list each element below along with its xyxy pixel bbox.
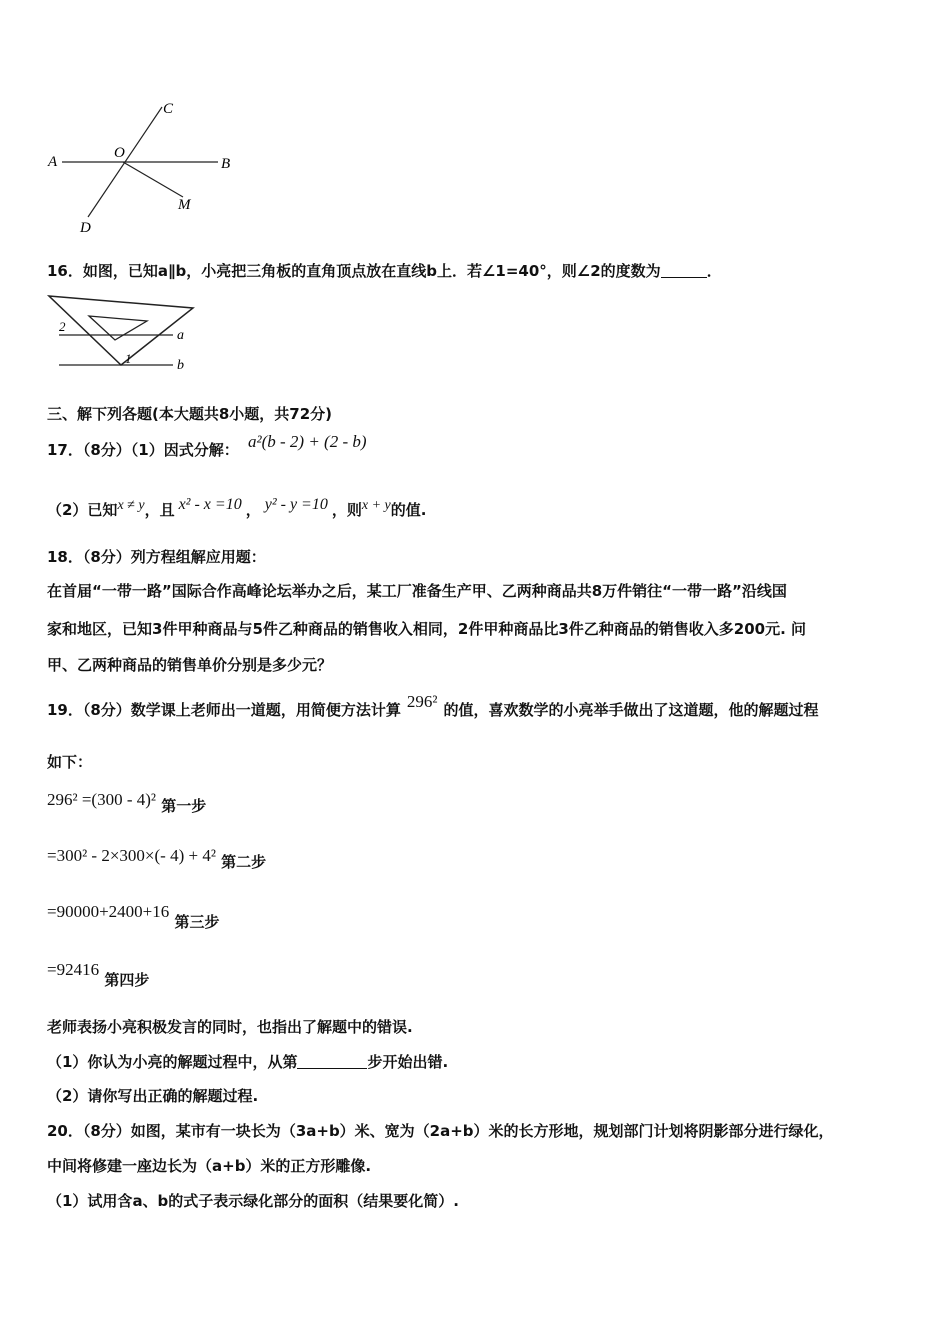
q17-expression: a²(b - 2) + (2 - b) bbox=[247, 432, 367, 451]
q19-step-3 bbox=[47, 902, 220, 931]
q19-comment: 老师表扬小亮积极发言的同时，也指出了解题中的错误. bbox=[47, 1018, 413, 1036]
q20-line-2: 中间将修建一座边长为（a+b）米的正方形雕像. bbox=[47, 1157, 372, 1175]
q20-line-1: 20．（8分）如图，某市有一块长为（3a+b）米、宽为（2a+b）米的长方形地，规划部门计划将阴影部分进行绿化， bbox=[47, 1122, 834, 1140]
label-b: B bbox=[221, 156, 231, 172]
label-angle-2: 2 bbox=[59, 319, 66, 334]
q19-step-4-expr: =92416 bbox=[47, 960, 100, 979]
q16-stem: 16．如图，已知a∥b，小亮把三角板的直角顶点放在直线b上．若∠1=40°，则∠2的度数为 bbox=[47, 262, 661, 280]
q18-title: 18．（8分）列方程组解应用题： bbox=[47, 548, 266, 566]
q19-step-3-expr: =90000+2400+16 bbox=[47, 902, 170, 921]
label-m: M bbox=[178, 197, 191, 213]
q19-step-4 bbox=[47, 960, 150, 989]
q19-step-2 bbox=[47, 846, 267, 871]
q17-part1 bbox=[47, 432, 367, 460]
label-a: A bbox=[48, 154, 58, 170]
q18-line-1: 在首届“一带一路”国际合作高峰论坛举办之后，某工厂准备生产甲、乙两种商品共8万件销往“一带一路”沿线国 bbox=[47, 582, 787, 600]
triangle-outer bbox=[49, 296, 193, 365]
q19-base-number: 296² bbox=[406, 692, 438, 711]
q19-step-1-expr: 296² =(300 - 4)² bbox=[47, 790, 157, 809]
q18-line-3: 甲、乙两种商品的销售单价分别是多少元？ bbox=[47, 656, 333, 674]
q16-text bbox=[47, 261, 722, 281]
q17-part1-prefix: 17．（8分）（1）因式分解： bbox=[47, 441, 239, 459]
q17-part2-end: 的值. bbox=[390, 501, 427, 519]
q19-answer-blank bbox=[297, 1054, 367, 1069]
label-o: O bbox=[114, 145, 125, 161]
label-d: D bbox=[80, 220, 91, 236]
q18-line-2: 家和地区，已知3件甲种商品与5件乙种商品的销售收入相同，2件甲种商品比3件乙种商品的销售收入多200元. 问 bbox=[47, 620, 806, 638]
q17-condition: x ≠ y bbox=[117, 498, 145, 513]
section-3-title: 三、解下列各题(本大题共8小题，共72分) bbox=[47, 405, 333, 423]
q19-step-4-label: 第四步 bbox=[104, 971, 150, 989]
q20-sub-1: （1）试用含a、b的式子表示绿化部分的面积（结果要化简）. bbox=[47, 1192, 459, 1210]
q19-sub-1-suffix: 步开始出错. bbox=[367, 1053, 449, 1071]
figure-angle-lines bbox=[40, 95, 250, 240]
q17-part2-then: ，则 bbox=[331, 501, 362, 519]
ray-om bbox=[123, 162, 183, 197]
figure-triangle-parallel bbox=[45, 290, 205, 375]
q16-answer-blank bbox=[661, 263, 707, 278]
q19-sub-1-prefix: （1）你认为小亮的解题过程中，从第 bbox=[47, 1053, 298, 1071]
q19-line-1 bbox=[47, 692, 819, 720]
label-line-a: a bbox=[177, 328, 184, 343]
q16-end: ． bbox=[706, 262, 722, 280]
q17-equation-1: x² - x =10 bbox=[178, 496, 242, 513]
q17-part2-prefix: （2）已知 bbox=[47, 501, 118, 519]
label-angle-1: 1 bbox=[125, 351, 132, 366]
q19-line-2: 如下： bbox=[47, 753, 93, 771]
q19-step-3-label: 第三步 bbox=[174, 913, 220, 931]
q19-sub-1 bbox=[47, 1052, 448, 1072]
q19-step-2-expr: =300² - 2×300×(- 4) + 4² bbox=[47, 846, 216, 865]
q19-prefix: 19．（8分）数学课上老师出一道题，用简便方法计算 bbox=[47, 701, 401, 719]
q17-comma: ， bbox=[245, 501, 261, 519]
label-line-b: b bbox=[177, 358, 184, 373]
q19-step-1-label: 第一步 bbox=[161, 797, 207, 815]
q19-sub-2: （2）请你写出正确的解题过程. bbox=[47, 1087, 259, 1105]
q17-part2-mid: ，且 bbox=[144, 501, 175, 519]
q17-equation-2: y² - y =10 bbox=[264, 496, 328, 513]
q19-step-2-label: 第二步 bbox=[221, 853, 267, 871]
label-c: C bbox=[163, 101, 174, 117]
q17-part2 bbox=[47, 496, 427, 522]
q17-target: x + y bbox=[361, 498, 391, 513]
triangle-inner bbox=[89, 316, 147, 340]
q19-step-1 bbox=[47, 790, 207, 815]
q19-suffix: 的值，喜欢数学的小亮举手做出了这道题，他的解题过程 bbox=[443, 701, 819, 719]
